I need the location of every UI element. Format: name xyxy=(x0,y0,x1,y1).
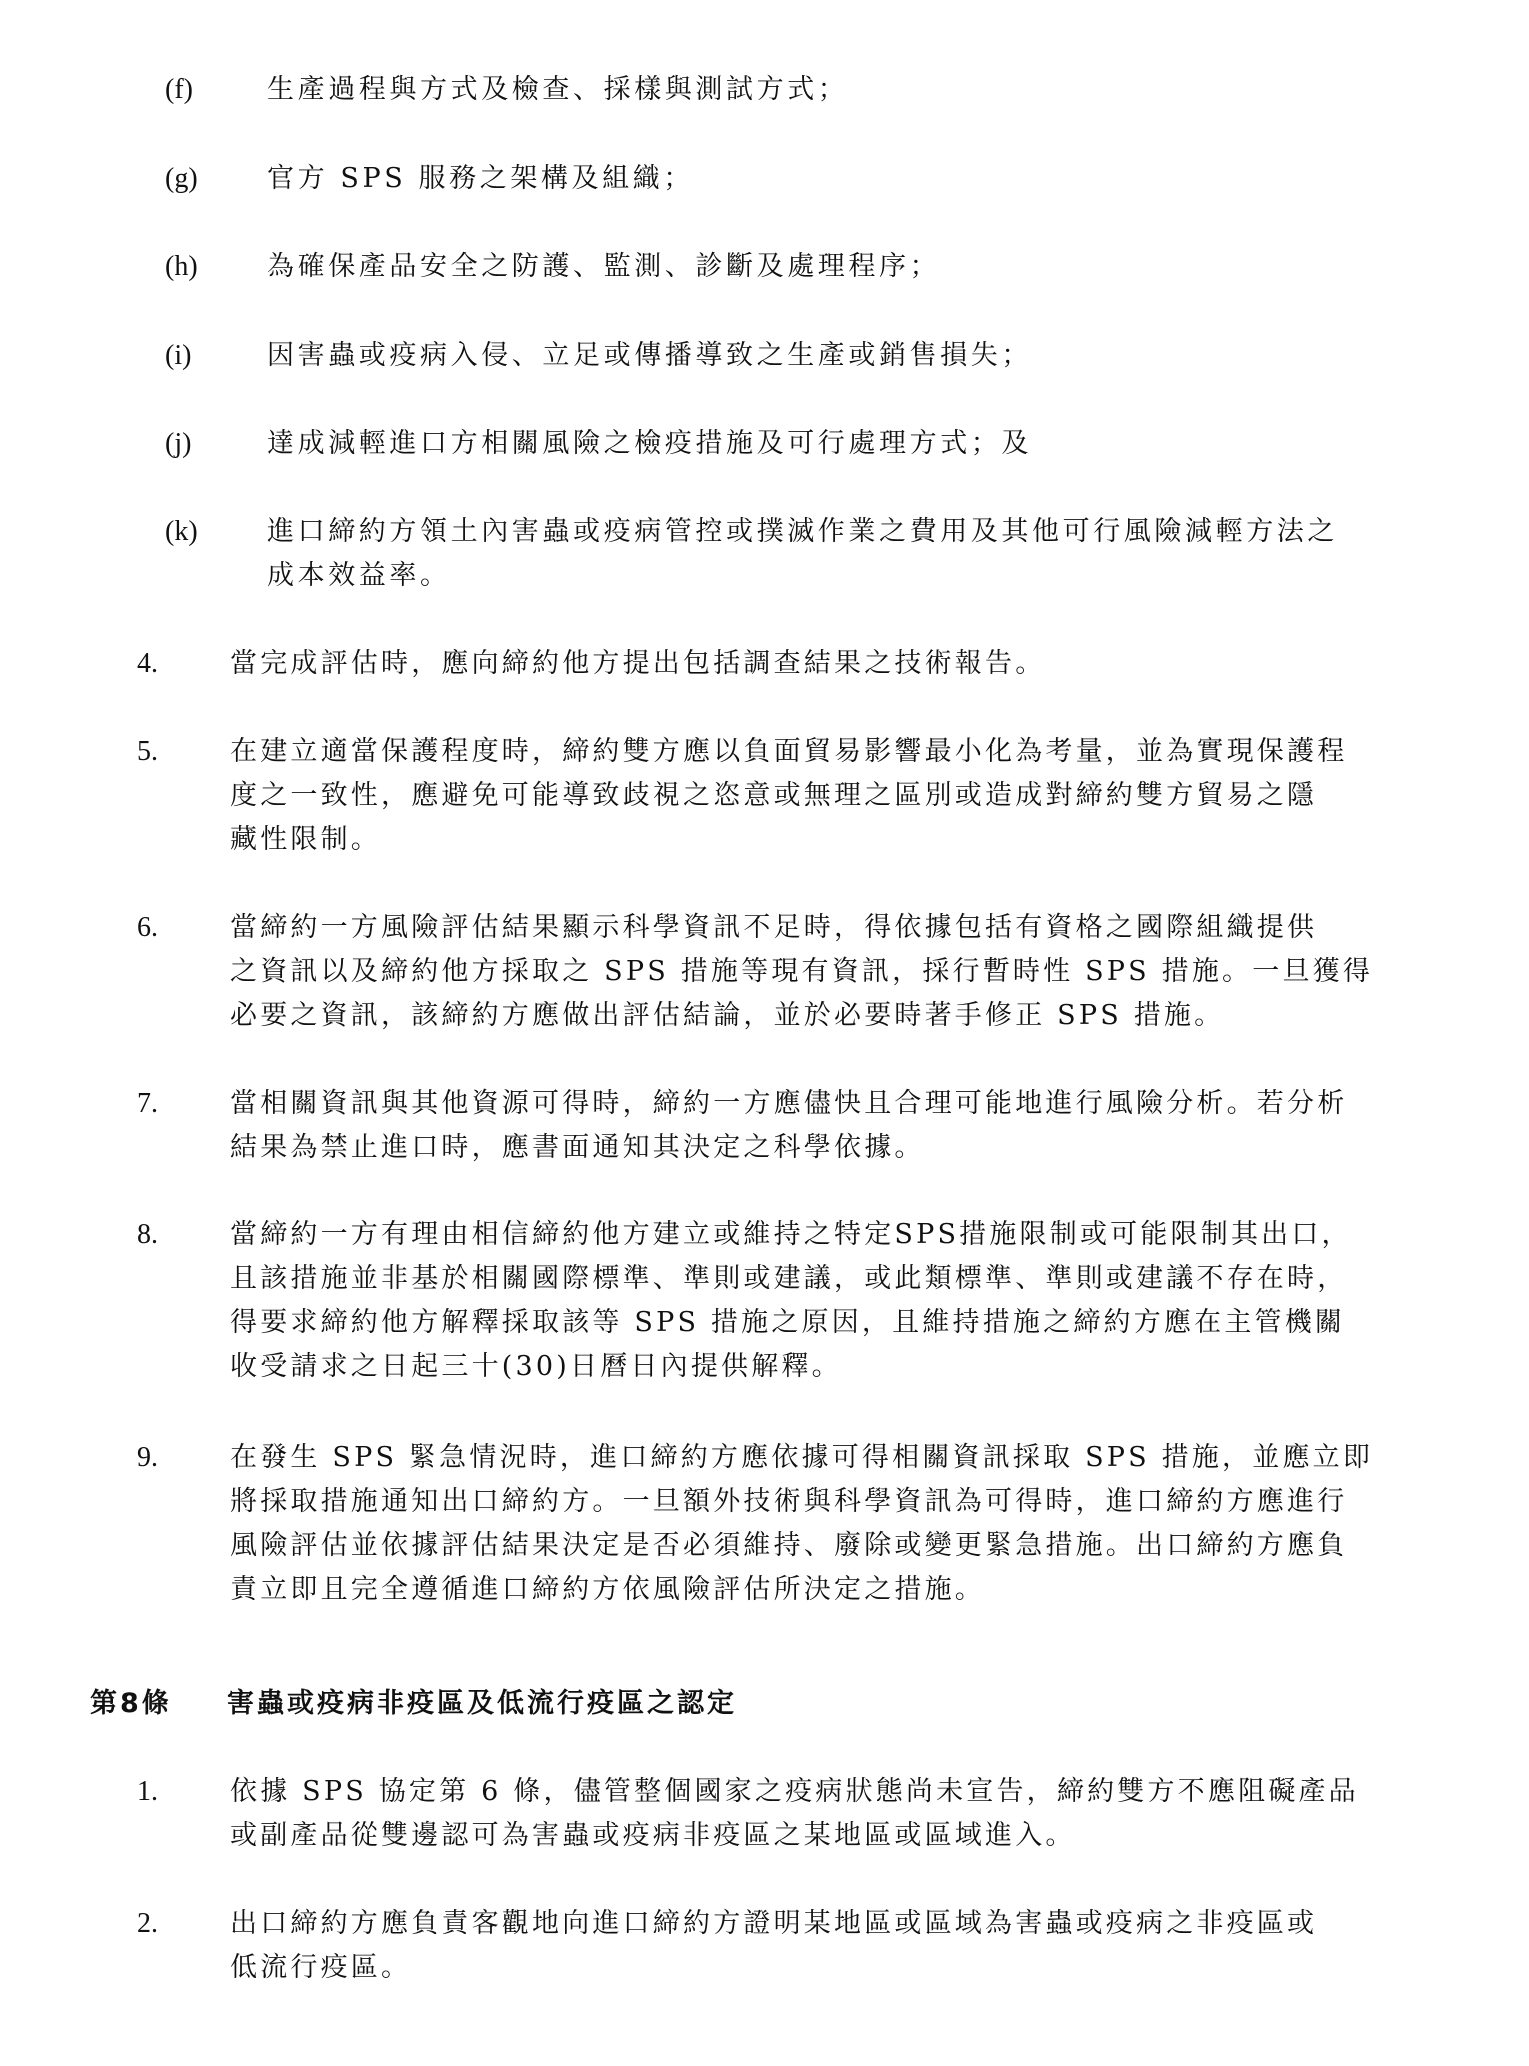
paragraph-number: 1. xyxy=(137,1776,158,1807)
paragraph-number: 7. xyxy=(137,1088,158,1119)
article-title: 害蟲或疫病非疫區及低流行疫區之認定 xyxy=(227,1688,737,1719)
paragraph xyxy=(137,1902,1445,1990)
paragraph xyxy=(137,906,1445,1038)
item-text: 官方 SPS 服務之架構及組織； xyxy=(267,163,694,194)
list-item xyxy=(165,68,1445,112)
paragraph-text: 當締約一方風險評估結果顯示科學資訊不足時，得依據包括有資格之國際組織提供 之資訊以及締約他方採取之 SPS 措施等現有資訊，採行暫時性 SPS 措施。一旦獲得 必要之資訊，該締約方應做出評估結論，並於必要時著手修正 SPS 措施。 xyxy=(230,912,1374,1031)
paragraph xyxy=(137,1436,1445,1612)
paragraph-text: 出口締約方應負責客觀地向進口締約方證明某地區或區域為害蟲或疫病之非疫區或 低流行疫區。 xyxy=(230,1908,1318,1983)
paragraph-text: 當完成評估時，應向締約他方提出包括調查結果之技術報告。 xyxy=(230,648,1046,679)
list-item xyxy=(165,245,1445,289)
paragraph-number: 8. xyxy=(137,1219,158,1250)
paragraph-number: 6. xyxy=(137,912,158,943)
list-item xyxy=(165,510,1445,598)
item-text: 達成減輕進口方相關風險之檢疫措施及可行處理方式；及 xyxy=(267,428,1032,459)
paragraph xyxy=(137,1082,1445,1170)
item-label: (g) xyxy=(165,163,198,194)
paragraph xyxy=(137,642,1445,686)
list-item xyxy=(165,157,1445,201)
item-text: 生產過程與方式及檢查、採樣與測試方式； xyxy=(267,74,849,105)
paragraph-text: 依據 SPS 協定第 6 條，儘管整個國家之疫病狀態尚未宣告，締約雙方不應阻礙產品 或副產品從雙邊認可為害蟲或疫病非疫區之某地區或區域進入。 xyxy=(230,1776,1359,1851)
paragraph-text: 當相關資訊與其他資源可得時，締約一方應儘快且合理可能地進行風險分析。若分析 結果為禁止進口時，應書面通知其決定之科學依據。 xyxy=(230,1088,1348,1163)
paragraph-text: 當締約一方有理由相信締約他方建立或維持之特定SPS措施限制或可能限制其出口， 且該措施並非基於相關國際標準、準則或建議，或此類標準、準則或建議不存在時， 得要求締約他方解釋採取該等 SPS 措施之原因，且維持措施之締約方應在主管機關 收受請求之日起三十(30)日曆日內提供解釋。 xyxy=(230,1219,1352,1382)
list-item xyxy=(165,334,1445,378)
item-label: (k) xyxy=(165,516,198,547)
paragraph-number: 2. xyxy=(137,1908,158,1939)
paragraph xyxy=(137,1213,1445,1389)
article-heading xyxy=(90,1682,737,1726)
item-text: 進口締約方領土內害蟲或疫病管控或撲滅作業之費用及其他可行風險減輕方法之 成本效益率。 xyxy=(267,516,1338,591)
item-text: 因害蟲或疫病入侵、立足或傳播導致之生產或銷售損失； xyxy=(267,340,1032,371)
item-label: (i) xyxy=(165,340,192,371)
item-label: (j) xyxy=(165,428,192,459)
paragraph xyxy=(137,1770,1445,1858)
paragraph-number: 5. xyxy=(137,736,158,767)
paragraph-number: 9. xyxy=(137,1442,158,1473)
item-label: (h) xyxy=(165,251,198,282)
paragraph xyxy=(137,730,1445,862)
item-text: 為確保產品安全之防護、監測、診斷及處理程序； xyxy=(267,251,941,282)
paragraph-text: 在建立適當保護程度時，締約雙方應以負面貿易影響最小化為考量，並為實現保護程 度之一致性，應避免可能導致歧視之恣意或無理之區別或造成對締約雙方貿易之隱 藏性限制。 xyxy=(230,736,1348,855)
item-label: (f) xyxy=(165,74,193,105)
paragraph-number: 4. xyxy=(137,648,158,679)
list-item xyxy=(165,422,1445,466)
article-number: 第8條 xyxy=(90,1688,172,1719)
paragraph-text: 在發生 SPS 緊急情況時，進口締約方應依據可得相關資訊採取 SPS 措施，並應立即 將採取措施通知出口締約方。一旦額外技術與科學資訊為可得時，進口締約方應進行 風險評估並依據評估結果決定是否必須維持、廢除或變更緊急措施。出口締約方應負 責立即且完全遵循進口締約方依風險評估所決定之措施。 xyxy=(230,1442,1374,1605)
